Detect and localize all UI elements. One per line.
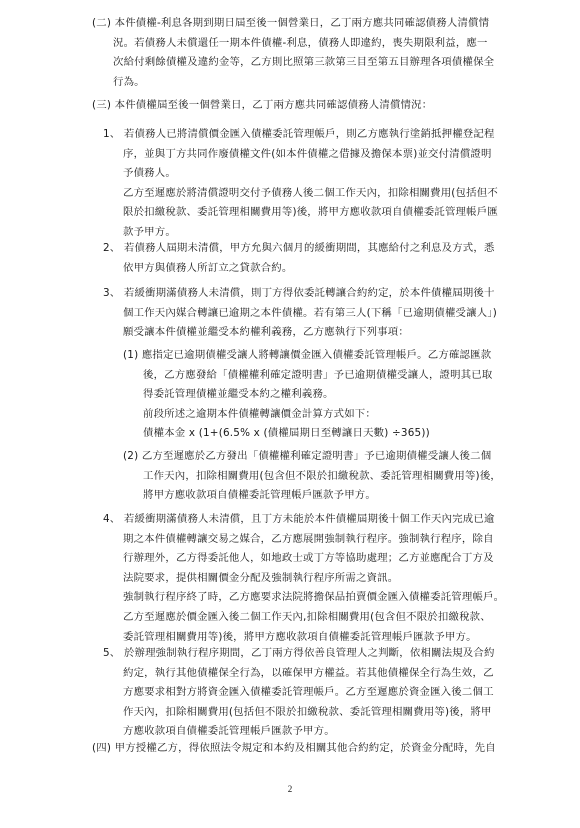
text-line-s3-1-2: 序，並與丁方共同作廢債權文件(如本件債權之借據及擔保本票)並交付清償證明 [123,147,492,160]
text-line-s3-3-1: 3、 若緩衝期滿債務人未清償，則丁方得依委託轉讓合約約定，於本件債權屆期後十 [103,287,495,299]
text-line-s3-3-2-2: 工作天內，扣除相關費用(包含但不限於扣繳稅款、委託管理相關費用等)後， [143,469,501,482]
text-line-s2-1: (二) 本件債權-利息各期到期日屆至後一個營業日，乙丁兩方應共同確認債務人清償情 [92,17,490,29]
text-line-s3-3-3: 願受讓本件債權並繼受本約權利義務，乙方應執行下列事項： [123,326,409,339]
text-line-s3-2-1: 2、 若債務人屆期未清償，甲方允與六個月的緩衝期間，其應給付之利息及方式，悉 [103,242,495,254]
text-line-s3-3-1-2: 後，乙方應發給「債權權利確定證明書」予已逾期債權受讓人，證明其已取 [143,368,493,381]
text-line-s3-1-6: 款予甲方。 [123,226,176,238]
text-line-s3-3-1-3: 得委託管理債權並繼受本約之權利義務。 [143,388,334,401]
text-line-s3-3-1-5: 債權本金 x (1+(6.5% x (債權屆期日至轉讓日天數) ÷365)) [143,427,430,440]
text-line-s3-3-1-1: (1) 應指定已逾期債權受讓人將轉讓價金匯入債權委託管理帳戶。乙方確認匯款 [123,349,492,361]
text-line-s3-3-2-3: 將甲方應收款項自債權委託管理帳戶匯款予甲方。 [143,489,376,502]
text-line-s3-5-4: 作天內，扣除相關費用(包括但不限於扣繳稅款、委託管理相關費用等)後，將甲 [123,705,492,718]
text-line-s3-5-2: 約定，執行其他債權保全行為，以確保甲方權益。若其他債權保全行為生效，乙 [123,666,494,679]
text-line-s3-4-5: 強制執行程序終了時，乙方應要求法院將擔保品拍賣價金匯入債權委託管理帳戶。 [123,591,505,604]
text-line-s3-1-5: 限於扣繳稅款、委託管理相關費用等)後，將甲方應收款項自債權委託管理帳戶匯 [123,206,498,219]
text-line-s3-1: (三) 本件債權屆至後一個營業日，乙丁兩方應共同確認債務人清償情況： [92,99,433,111]
text-line-s2-3: 次給付剩餘債權及違約金等，乙方則比照第三款第三目至第五目辦理各項債權保全 [113,56,495,69]
text-line-s3-4-7: 委託管理相關費用等)後，將甲方應收款項自債權委託管理帳戶匯款予甲方。 [123,630,477,643]
text-line-s4-1: (四) 甲方授權乙方，得依照法令規定和本約及相關其他合約約定，於資金分配時，先自 [92,742,496,754]
text-line-s3-1-4: 乙方至遲應於將清償證明交付予債務人後二個工作天內，扣除相關費用(包括但不 [123,186,498,199]
page-number: 2 [287,784,293,794]
text-line-s3-4-1: 4、 若緩衝期滿債務人未清償，且丁方未能於本件債權屆期後十個工作天內完成已逾 [103,513,495,525]
text-line-s3-1-3: 予債務人。 [123,167,176,180]
text-line-s3-3-1-4: 前段所述之逾期本件債權轉讓價金計算方式如下： [143,407,376,420]
text-line-s3-4-3: 行辦理外，乙方得委託他人，如地政士或丁方等協助處理；乙方並應配合丁方及 [123,552,494,565]
text-line-s2-2: 況。若債務人未償還任一期本件債權-利息，債務人即違約，喪失期限利益，應一 [113,36,488,49]
text-line-s3-4-4: 法院要求，提供相關價金分配及強制執行程序所需之資訊。 [123,571,399,584]
text-line-s3-1-1: 1、 若債務人已將清償價金匯入債權委託管理帳戶，則乙方應執行塗銷抵押權登記程 [103,128,495,140]
text-line-s2-4: 行為。 [113,75,145,88]
text-line-s3-5-3: 方應要求相對方將資金匯入債權委託管理帳戶。乙方至遲應於資金匯入後二個工 [123,686,494,699]
text-line-s3-3-2: 個工作天內媒合轉讓已逾期之本件債權。若有第三人(下稱「已逾期債權受讓人」) [123,306,497,319]
text-line-s3-2-2: 依甲方與債務人所訂立之貸款合約。 [123,261,293,274]
text-line-s3-3-2-1: (2) 乙方至遲應於乙方發出「債權權利確定證明書」予已逾期債權受讓人後二個 [123,450,492,462]
text-line-s3-4-2: 期之本件債權轉讓交易之媒合，乙方應展開強制執行程序。強制執行程序，除自 [123,532,494,545]
text-line-s3-5-1: 5、 於辦理強制執行程序期間，乙丁兩方得依善良管理人之判斷，依相關法規及合約 [103,647,495,659]
text-line-s3-5-5: 方應收款項自債權委託管理帳戶匯款予甲方。 [123,725,335,738]
text-line-s3-4-6: 乙方至遲應於價金匯入後二個工作天內,扣除相關費用(包含但不限於扣繳稅款、 [123,611,491,623]
